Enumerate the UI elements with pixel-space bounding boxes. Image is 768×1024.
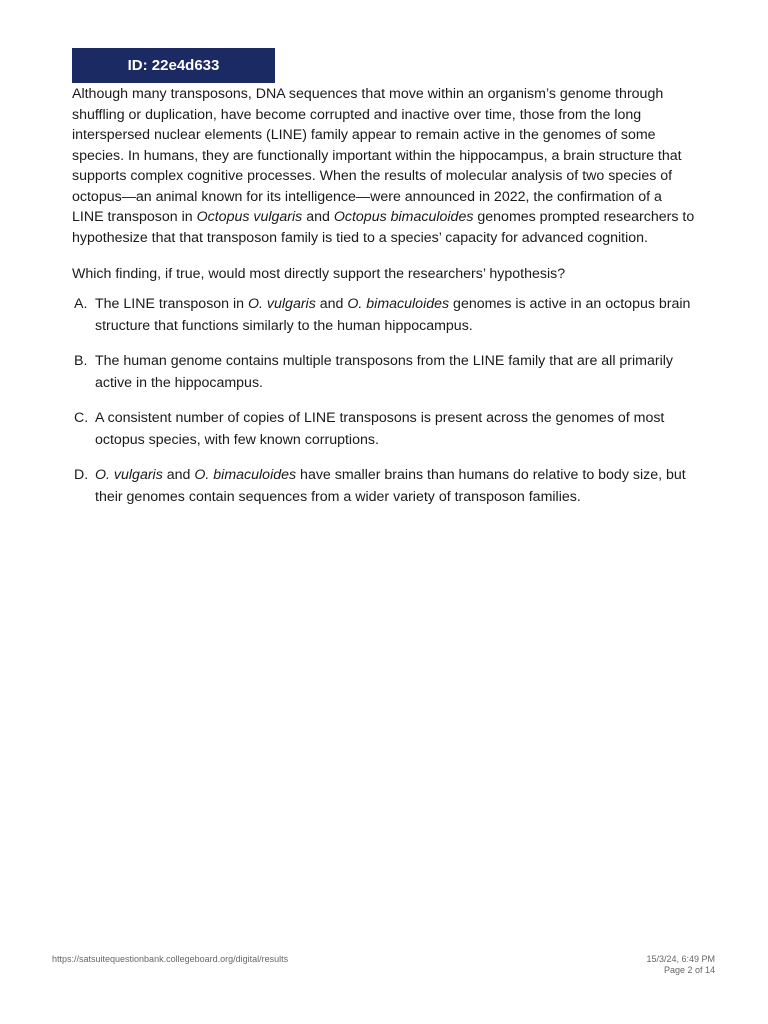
choice-a-species-2: O. bimaculoides (347, 295, 450, 312)
choice-d (72, 464, 696, 509)
choice-letter: C. (74, 409, 89, 426)
choice-c-text: A consistent number of copies of LINE transposons is present across the genomes of most octopus species, with few known corruptions. (95, 409, 665, 448)
choice-a-species-1: O. vulgaris (248, 295, 316, 312)
choice-a-post: genomes is active in an octopus brain structure that functions similarly to the human hippocampus. (95, 295, 691, 334)
passage-text (72, 84, 696, 248)
choice-d-species-2: O. bimaculoides (194, 466, 297, 483)
answer-choices (72, 293, 696, 509)
question-prompt: Which finding, if true, would most directly support the researchers’ hypothesis? (72, 266, 566, 282)
footer-datetime: 15/3/24, 6:49 PM (646, 954, 715, 964)
choice-d-and: and (162, 466, 195, 483)
passage-and: and (302, 209, 334, 225)
choice-letter: B. (74, 352, 88, 369)
choice-a-pre: The LINE transposon in (95, 295, 248, 312)
species-name-2: Octopus bimaculoides (333, 209, 474, 225)
choice-b-text: The human genome contains multiple transposons from the LINE family that are all primarily active in the hippocampus. (95, 352, 674, 391)
choice-a (72, 293, 696, 338)
choice-letter: A. (74, 295, 88, 312)
species-name-1: Octopus vulgaris (196, 209, 303, 225)
footer-url: https://satsuitequestionbank.collegeboard.org/digital/results (52, 954, 289, 964)
footer-meta (646, 954, 715, 976)
choice-b (72, 350, 696, 395)
passage-part-1: Although many transposons, DNA sequences that move within an organism’s genome through shuffling or duplication, have become corrupted and inactive over time, those from the long interspersed nuclear elements (LINE) family appear to remain active in the genomes of some species. In humans, they are functionally important within the hippocampus, a brain structure that supports complex cognitive processes. When the results of molecular analysis of two species of octopus—an animal known for its intelligence—were announced in 2022, the confirmation of a LINE transposon in (72, 86, 682, 225)
choice-c (72, 407, 696, 452)
choice-letter: D. (74, 466, 89, 483)
question-content (72, 84, 696, 521)
question-id-banner: ID: 22e4d633 (72, 48, 275, 83)
passage-part-2: genomes prompted researchers to hypothesize that that transposon family is tied to a species’ capacity for advanced cognition. (72, 209, 695, 246)
choice-d-species-1: O. vulgaris (95, 466, 163, 483)
footer-page-number: Page 2 of 14 (663, 965, 715, 975)
choice-a-and: and (315, 295, 348, 312)
choice-d-post: have smaller brains than humans do relative to body size, but their genomes contain sequences from a wider variety of transposon families. (95, 466, 686, 505)
